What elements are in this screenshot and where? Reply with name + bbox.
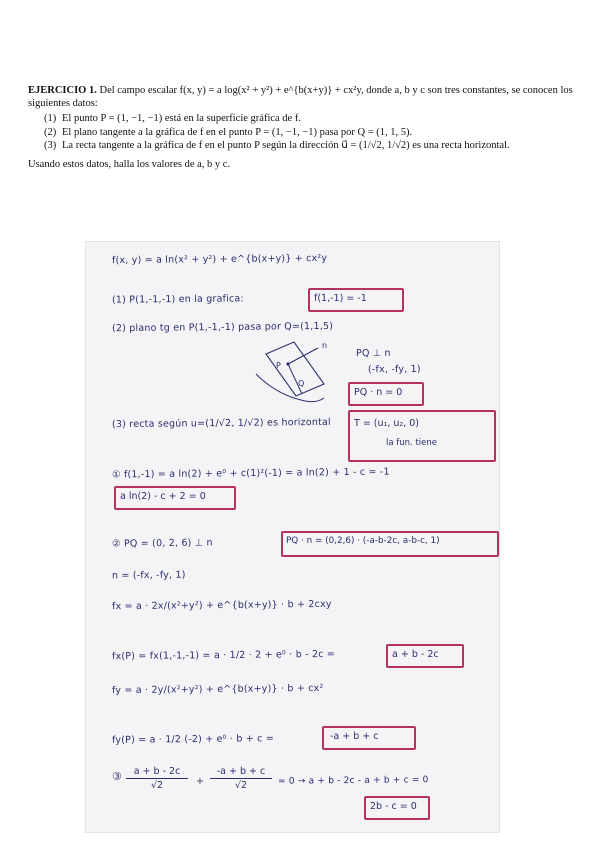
exercise-title: EJERCICIO 1.	[28, 85, 97, 96]
svg-text:P: P	[276, 361, 281, 370]
problem-intro	[28, 84, 576, 110]
note-fy-value: -a + b + c	[330, 731, 379, 742]
note-eq-2: ② PQ = (0, 2, 6) ⊥ n	[111, 537, 213, 550]
tangent-plane-sketch	[246, 334, 346, 404]
problem-statement	[28, 84, 576, 171]
note-fy: fy = a · 2y/(x²+y²) + e^{b(x+y)} · b + cx²	[111, 682, 324, 697]
note-fx-value: a + b - 2c	[392, 649, 439, 660]
exercise-statement: Del campo escalar f(x, y) = a log(x² + y²) + e^{b(x+y)} + cx²y, donde a, b y c son tres constantes, se conocen los siguientes datos:	[28, 85, 573, 110]
note-plus: +	[195, 775, 205, 788]
note-eq-3-result: 2b - c = 0	[370, 801, 417, 812]
note-tangent-vector: T = (u₁, u₂, 0)	[354, 418, 419, 429]
note-data-1-box: f(1,-1) = -1	[314, 293, 367, 304]
note-fx: fx = a · 2x/(x²+y²) + e^{b(x+y)} · b + 2cxy	[111, 598, 332, 613]
note-data-2: (2) plano tg en P(1,-1,-1) pasa por Q=(1,1,5)	[111, 320, 334, 335]
data-list	[28, 112, 576, 152]
note-data-1: (1) P(1,-1,-1) en la grafica:	[111, 293, 244, 306]
note-pq-perp-n: PQ ⊥ n	[355, 347, 391, 360]
note-normal-vector: (-fx, -fy, 1)	[367, 363, 421, 376]
note-fy-at-p: fy(P) = a · 1/2 (-2) + e⁰ · b + c =	[111, 733, 275, 746]
note-function-def: f(x, y) = a ln(x² + y²) + e^{b(x+y)} + cx²y	[111, 252, 328, 267]
note-dot-zero: PQ · n = 0	[354, 387, 403, 398]
note-eq-1-result: a ln(2) - c + 2 = 0	[120, 491, 206, 502]
note-eq-3-expand: = 0 → a + b - 2c - a + b + c = 0	[277, 775, 429, 787]
svg-text:Q: Q	[298, 379, 305, 388]
handwritten-notes-photo	[86, 242, 499, 832]
note-normal-def: n = (-fx, -fy, 1)	[111, 569, 186, 582]
fraction-2: -a + b + c √2	[210, 766, 272, 791]
note-eq-3-number: ③	[111, 769, 123, 784]
data-item-2: (2) El plano tangente a la gráfica de f en el punto P = (1, −1, −1) pasa por Q = (1, 1, 5).	[44, 126, 413, 138]
note-eq-2-result: PQ · n = (0,2,6) · (-a-b-2c, a-b-c, 1)	[286, 536, 440, 546]
fraction-1: a + b - 2c √2	[126, 766, 188, 791]
data-item-1: (1) El punto P = (1, −1, −1) está en la superficie gráfica de f.	[44, 113, 301, 125]
data-item-3: (3) La recta tangente a la gráfica de f en el punto P según la dirección u⃗ = (1/√2, 1/√2) es una recta horizontal.	[44, 139, 510, 151]
note-eq-1: ① f(1,-1) = a ln(2) + e⁰ + c(1)²(-1) = a ln(2) + 1 - c = -1	[111, 466, 390, 481]
note-tangent-sub: la fun. tiene	[386, 438, 437, 448]
exercise-closing: Usando estos datos, halla los valores de a, b y c.	[28, 159, 231, 171]
note-data-3: (3) recta según u=(1/√2, 1/√2) es horizontal	[111, 416, 331, 431]
svg-text:n: n	[322, 341, 328, 350]
note-fx-at-p: fx(P) = fx(1,-1,-1) = a · 1/2 · 2 + e⁰ · b - 2c =	[111, 648, 336, 663]
